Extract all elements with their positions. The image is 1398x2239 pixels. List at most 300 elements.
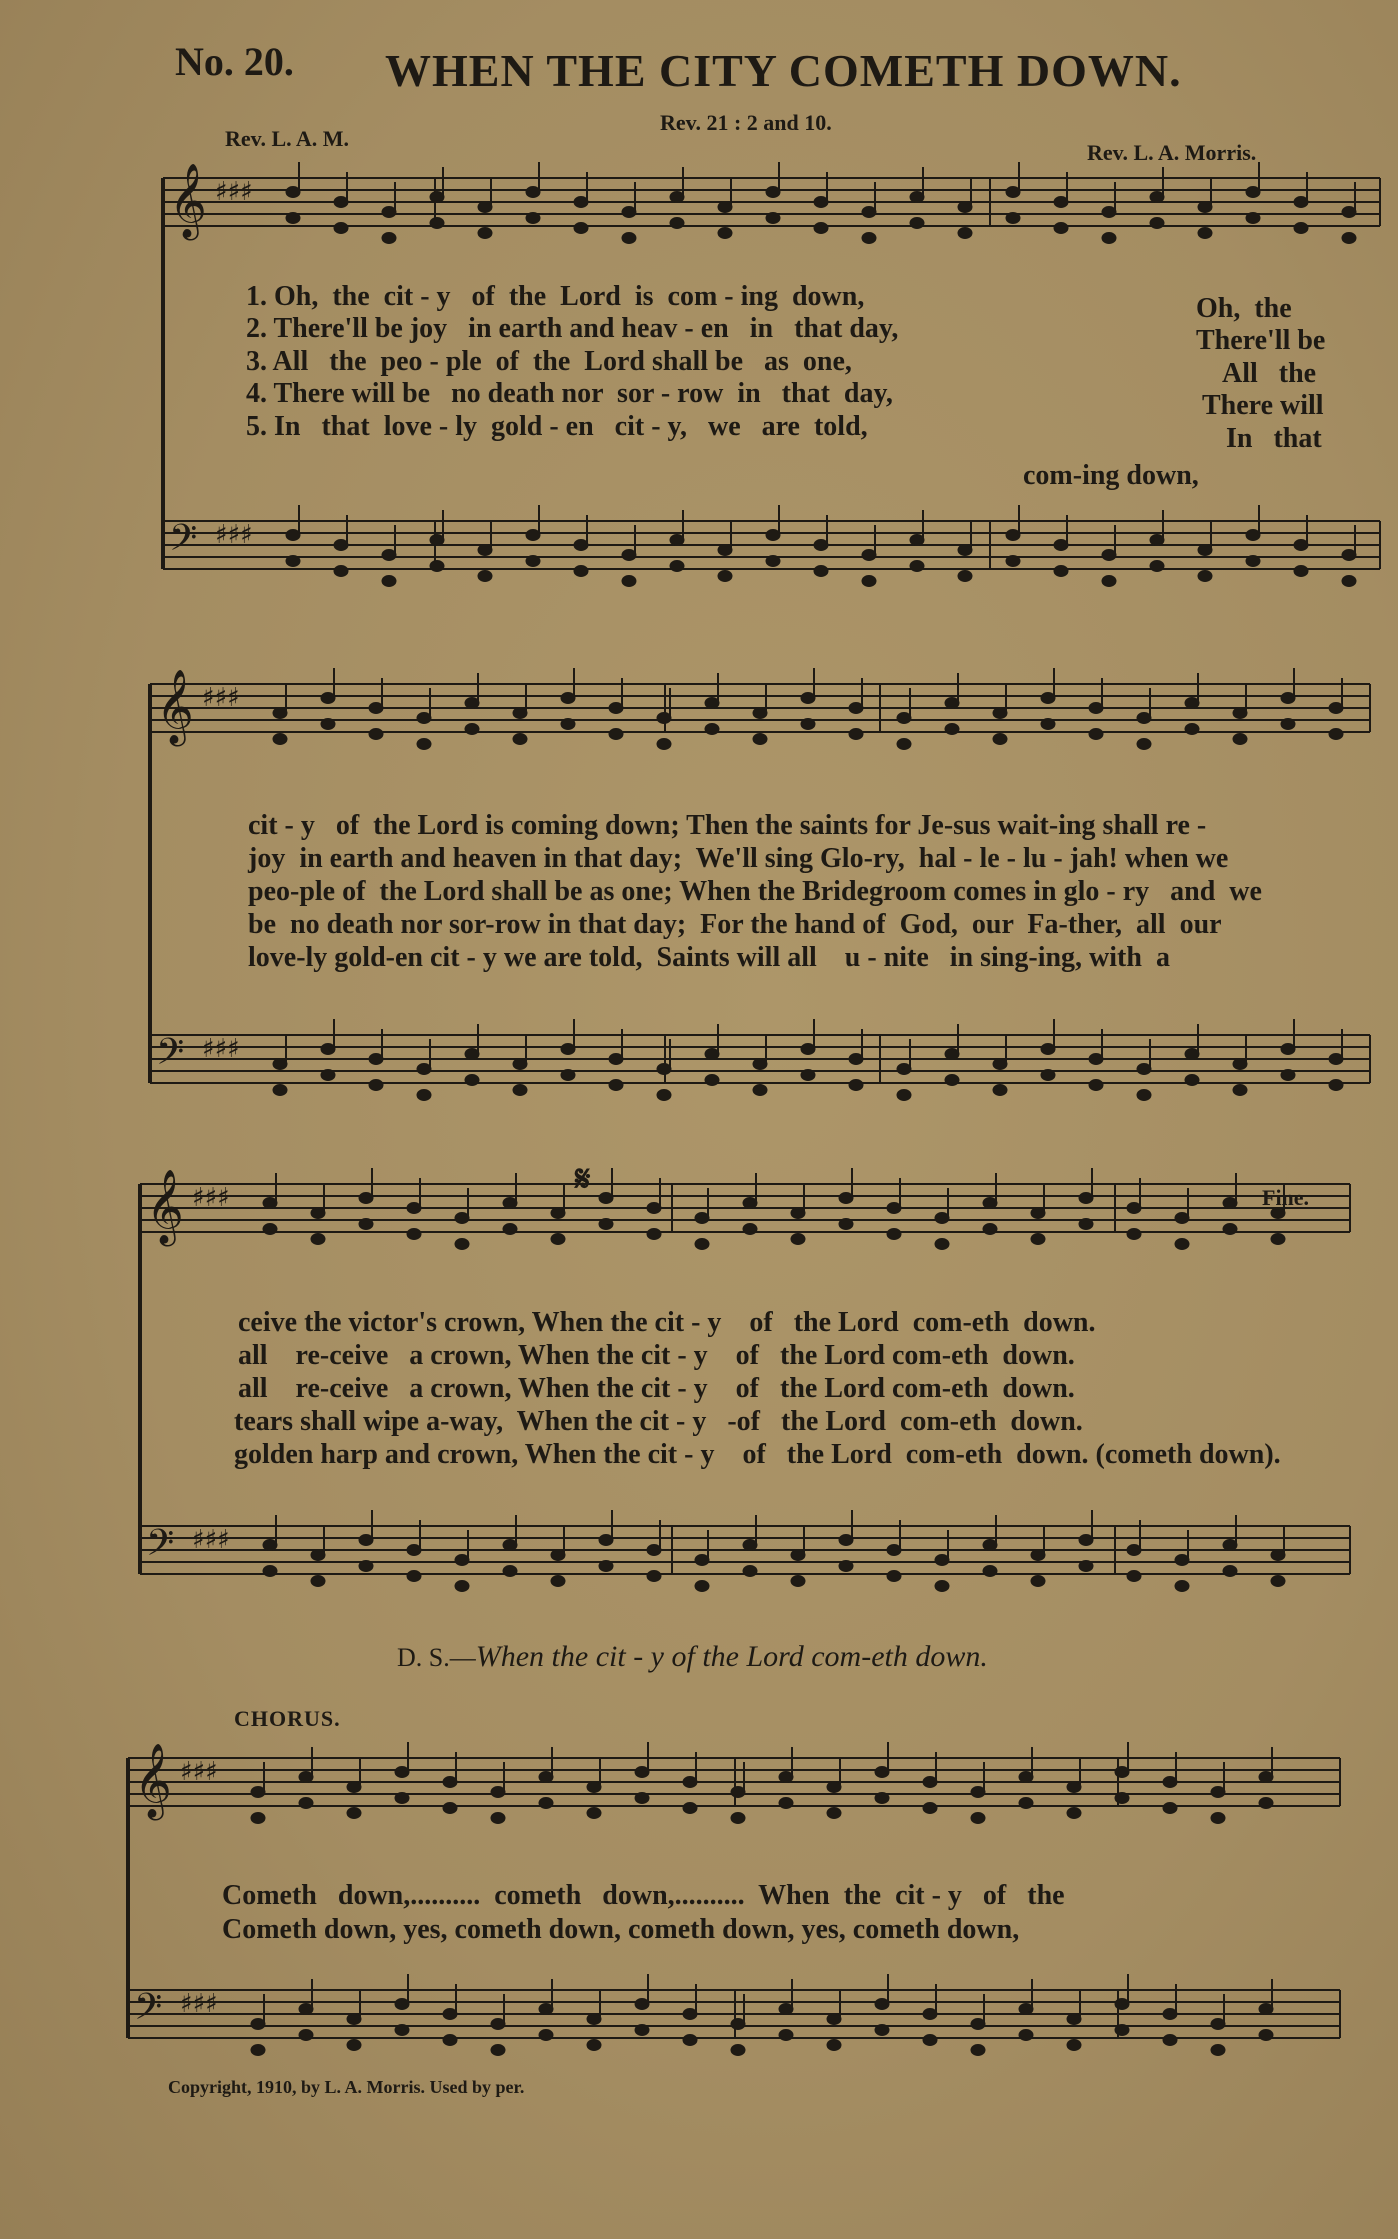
key-signature-sharps-icon: ♯♯♯ [215,520,253,550]
note-head [599,1535,613,1546]
bass-clef-icon: 𝄢 [169,517,198,568]
system2-line-3: peo-ple of the Lord shall be as one; When the Bridegroom comes in glo - ry and we [248,876,1262,907]
note-head [491,2019,505,2030]
note-head [983,1566,997,1577]
note-head [1031,1208,1045,1219]
note-head [465,1049,479,1060]
note-head [849,1080,863,1091]
note-head [478,545,492,556]
note-head [347,2040,361,2051]
note-head [910,561,924,572]
note-head [718,202,732,213]
note-head [1006,556,1020,567]
verse-1-line: 1. Oh, the cit - y of the Lord is com - ing down, [246,281,865,312]
note-head [395,1999,409,2010]
note-head [971,2019,985,2030]
verse-4-line: 4. There will be no death nor sor - row in that day, [246,378,893,409]
note-head [491,2045,505,2056]
note-head [731,2019,745,2030]
note-head [1185,724,1199,735]
note-head [382,233,396,244]
note-head [1079,1561,1093,1572]
note-head [1271,1576,1285,1587]
note-head [478,228,492,239]
note-head [839,1219,853,1230]
note-head [753,708,767,719]
note-head [1198,202,1212,213]
note-head [369,1080,383,1091]
note-head [561,1070,575,1081]
key-signature-sharps-icon: ♯♯♯ [180,1757,218,1787]
note-head [574,566,588,577]
note-head [1137,739,1151,750]
note-head [455,1213,469,1224]
note-head [705,724,719,735]
note-head [971,1787,985,1798]
chorus-line-2: Cometh down, yes, cometh down, cometh down, yes, cometh down, [222,1914,1020,1945]
note-head [574,223,588,234]
note-head [635,2025,649,2036]
note-head [561,693,575,704]
note-head [743,1198,757,1209]
note-head [849,703,863,714]
treble-clef-icon: 𝄞 [169,164,207,238]
note-head [1115,2025,1129,2036]
note-head [1211,2019,1225,2030]
note-head [1089,1054,1103,1065]
note-head [862,207,876,218]
note-head [417,1090,431,1101]
note-head [321,719,335,730]
note-head [1271,1234,1285,1245]
note-head [347,2014,361,2025]
note-head [321,1044,335,1055]
treble-clef-icon: 𝄞 [146,1170,184,1244]
note-head [465,698,479,709]
bass-clef-icon: 𝄢 [156,1031,185,1082]
note-head [897,713,911,724]
note-head [430,218,444,229]
note-head [1054,566,1068,577]
note-head [635,1793,649,1804]
note-head [311,1234,325,1245]
note-head [791,1550,805,1561]
note-head [791,1234,805,1245]
note-head [273,1085,287,1096]
note-head [443,1803,457,1814]
note-head [897,1064,911,1075]
note-head [801,693,815,704]
note-head [1281,1044,1295,1055]
note-head [609,1080,623,1091]
note-head [1054,540,1068,551]
note-head [526,556,540,567]
note-head [1137,1090,1151,1101]
note-head [478,571,492,582]
note-head [407,1229,421,1240]
note-head [1294,197,1308,208]
bass-echo-text: com-ing down, [1023,460,1199,491]
note-head [1019,1798,1033,1809]
note-head [827,1808,841,1819]
key-signature-sharps-icon: ♯♯♯ [215,177,253,207]
system2-line-4: be no death nor sor-row in that day; For the hand of God, our Fa-ther, all our [248,909,1222,940]
note-head [539,2004,553,2015]
note-head [705,698,719,709]
note-head [430,535,444,546]
note-head [1233,1059,1247,1070]
note-head [1175,1213,1189,1224]
note-head [263,1566,277,1577]
note-head [705,1075,719,1086]
ds-lyric: When the cit - y of the Lord com-eth down. [475,1640,988,1673]
note-head [862,576,876,587]
note-head [993,1059,1007,1070]
note-head [299,2030,313,2041]
note-head [359,1535,373,1546]
note-head [849,729,863,740]
note-head [1329,1054,1343,1065]
note-head [935,1213,949,1224]
note-head [395,1767,409,1778]
note-head [695,1239,709,1250]
note-head [801,1044,815,1055]
note-head [862,550,876,561]
note-head [910,535,924,546]
note-head [334,197,348,208]
note-head [705,1049,719,1060]
note-head [286,187,300,198]
note-head [513,708,527,719]
note-head [286,556,300,567]
note-head [743,1224,757,1235]
note-head [1127,1545,1141,1556]
note-head [1067,1782,1081,1793]
note-head [779,1772,793,1783]
note-head [1329,729,1343,740]
note-head [1223,1566,1237,1577]
note-head [609,703,623,714]
note-head [359,1193,373,1204]
note-head [1246,187,1260,198]
note-head [1342,207,1356,218]
note-head [1041,1070,1055,1081]
note-head [395,2025,409,2036]
note-head [814,223,828,234]
note-head [657,739,671,750]
note-head [1198,228,1212,239]
note-head [1150,561,1164,572]
note-head [1185,1049,1199,1060]
note-head [369,1054,383,1065]
note-head [263,1198,277,1209]
note-head [622,207,636,218]
note-head [935,1239,949,1250]
note-head [539,1798,553,1809]
note-head [273,1059,287,1070]
note-head [526,187,540,198]
note-head [1271,1550,1285,1561]
note-head [923,2009,937,2020]
note-head [1115,1767,1129,1778]
note-head [1294,540,1308,551]
note-head [1041,719,1055,730]
note-head [1041,1044,1055,1055]
note-head [935,1581,949,1592]
note-head [945,724,959,735]
note-head [971,1813,985,1824]
note-head [1150,192,1164,203]
note-head [1329,1080,1343,1091]
note-head [1246,213,1260,224]
note-head [849,1054,863,1065]
note-head [910,218,924,229]
note-head [1079,1219,1093,1230]
note-head [1127,1571,1141,1582]
note-head [251,2045,265,2056]
note-head [958,545,972,556]
note-head [718,545,732,556]
pickup-verse-2: There'll be [1196,325,1326,356]
note-head [801,719,815,730]
note-head [455,1555,469,1566]
note-head [1281,1070,1295,1081]
note-head [670,561,684,572]
note-head [430,192,444,203]
note-head [731,2045,745,2056]
note-head [1079,1535,1093,1546]
note-head [1067,1808,1081,1819]
note-head [599,1193,613,1204]
note-head [897,739,911,750]
note-head [251,1813,265,1824]
note-head [1211,1787,1225,1798]
note-head [766,556,780,567]
note-head [1067,2040,1081,2051]
note-head [1233,1085,1247,1096]
note-head [753,1085,767,1096]
note-head [299,1772,313,1783]
note-head [1198,545,1212,556]
note-head [503,1566,517,1577]
note-head [647,1229,661,1240]
note-head [1067,2014,1081,2025]
note-head [622,233,636,244]
note-head [801,1070,815,1081]
note-head [743,1566,757,1577]
note-head [993,734,1007,745]
system2-line-5: love-ly gold-en cit - y we are told, Saints will all u - nite in sing-ing, with a [248,942,1170,973]
note-head [1041,693,1055,704]
note-head [827,2040,841,2051]
note-head [430,561,444,572]
note-head [513,1059,527,1070]
note-head [1054,197,1068,208]
note-head [417,739,431,750]
note-head [551,1208,565,1219]
note-head [1102,550,1116,561]
note-head [1294,223,1308,234]
note-head [827,2014,841,2025]
note-head [923,1803,937,1814]
key-signature-sharps-icon: ♯♯♯ [202,1034,240,1064]
note-head [1089,729,1103,740]
note-head [574,197,588,208]
note-head [1342,233,1356,244]
note-head [766,213,780,224]
note-head [993,1085,1007,1096]
note-head [683,2035,697,2046]
note-head [647,1545,661,1556]
note-head [635,1767,649,1778]
note-head [1006,213,1020,224]
note-head [587,1782,601,1793]
note-head [347,1782,361,1793]
chorus-label: CHORUS. [234,1706,341,1731]
note-head [814,197,828,208]
segno-sign: 𝄋 [575,1159,591,1199]
note-head [369,703,383,714]
note-head [827,1782,841,1793]
note-head [1079,1193,1093,1204]
ds-head: D. S.— [397,1643,476,1672]
author-initials: Rev. L. A. M. [225,126,350,151]
note-head [334,223,348,234]
note-head [551,1576,565,1587]
note-head [455,1581,469,1592]
note-head [1211,1813,1225,1824]
note-head [945,1049,959,1060]
note-head [526,530,540,541]
note-head [1259,2030,1273,2041]
note-head [1089,703,1103,714]
note-head [382,207,396,218]
note-head [311,1208,325,1219]
note-head [814,566,828,577]
pickup-verse-5: In that [1226,423,1322,454]
fine-marking: Fine. [1262,1185,1310,1210]
note-head [1115,1793,1129,1804]
note-head [1102,233,1116,244]
note-head [251,1787,265,1798]
note-head [622,550,636,561]
note-head [587,2014,601,2025]
note-head [657,713,671,724]
note-head [478,202,492,213]
note-head [526,213,540,224]
bass-clef-icon: 𝄢 [146,1522,175,1573]
note-head [839,1193,853,1204]
note-head [359,1219,373,1230]
note-head [407,1545,421,1556]
note-head [766,187,780,198]
note-head [609,1054,623,1065]
note-head [311,1576,325,1587]
note-head [311,1550,325,1561]
note-head [587,1808,601,1819]
note-head [622,576,636,587]
note-head [958,202,972,213]
note-head [1163,2009,1177,2020]
note-head [695,1213,709,1224]
note-head [561,719,575,730]
key-signature-sharps-icon: ♯♯♯ [180,1989,218,2019]
note-head [1102,576,1116,587]
note-head [465,1075,479,1086]
note-head [599,1219,613,1230]
note-head [1006,187,1020,198]
note-head [1294,566,1308,577]
note-head [1198,571,1212,582]
key-signature-sharps-icon: ♯♯♯ [192,1525,230,1555]
note-head [1031,1234,1045,1245]
note-head [983,1224,997,1235]
note-head [1127,1229,1141,1240]
note-head [635,1999,649,2010]
dal-segno-text [397,1640,988,1674]
note-head [670,192,684,203]
note-head [417,1064,431,1075]
key-signature-sharps-icon: ♯♯♯ [202,683,240,713]
note-head [443,2009,457,2020]
note-head [1031,1576,1045,1587]
note-head [923,1777,937,1788]
note-head [503,1540,517,1551]
treble-clef-icon: 𝄞 [156,670,194,744]
note-head [887,1203,901,1214]
note-head [1175,1581,1189,1592]
system3-line-2: all re-ceive a crown, When the cit - y of the Lord com-eth down. [238,1340,1075,1371]
note-head [539,2030,553,2041]
note-head [503,1224,517,1235]
pickup-verse-1: Oh, the [1196,293,1292,324]
note-head [539,1772,553,1783]
system3-line-3: all re-ceive a crown, When the cit - y of the Lord com-eth down. [238,1373,1075,1404]
treble-clef-icon: 𝄞 [134,1744,172,1818]
note-head [263,1540,277,1551]
note-head [395,1793,409,1804]
note-head [743,1540,757,1551]
note-head [1259,2004,1273,2015]
note-head [1031,1550,1045,1561]
system2-line-2: joy in earth and heaven in that day; We'll sing Glo-ry, hal - le - lu - jah! when we [248,843,1229,874]
note-head [958,571,972,582]
note-head [443,2035,457,2046]
composer-credit: Rev. L. A. Morris. [1087,140,1257,165]
note-head [1019,2004,1033,2015]
note-head [561,1044,575,1055]
note-head [897,1090,911,1101]
note-head [779,1798,793,1809]
note-head [382,576,396,587]
note-head [286,530,300,541]
note-head [1233,708,1247,719]
note-head [1185,1075,1199,1086]
note-head [1163,2035,1177,2046]
system3-line-5: golden harp and crown, When the cit - y of the Lord com-eth down. (cometh down). [234,1439,1281,1470]
note-head [657,1090,671,1101]
note-head [299,1798,313,1809]
note-head [1137,1064,1151,1075]
note-head [670,218,684,229]
note-head [347,1808,361,1819]
note-head [286,213,300,224]
note-head [971,2045,985,2056]
note-head [1342,550,1356,561]
copyright-notice: Copyright, 1910, by L. A. Morris. Used by per. [168,2077,525,2097]
note-head [1006,530,1020,541]
note-head [887,1571,901,1582]
